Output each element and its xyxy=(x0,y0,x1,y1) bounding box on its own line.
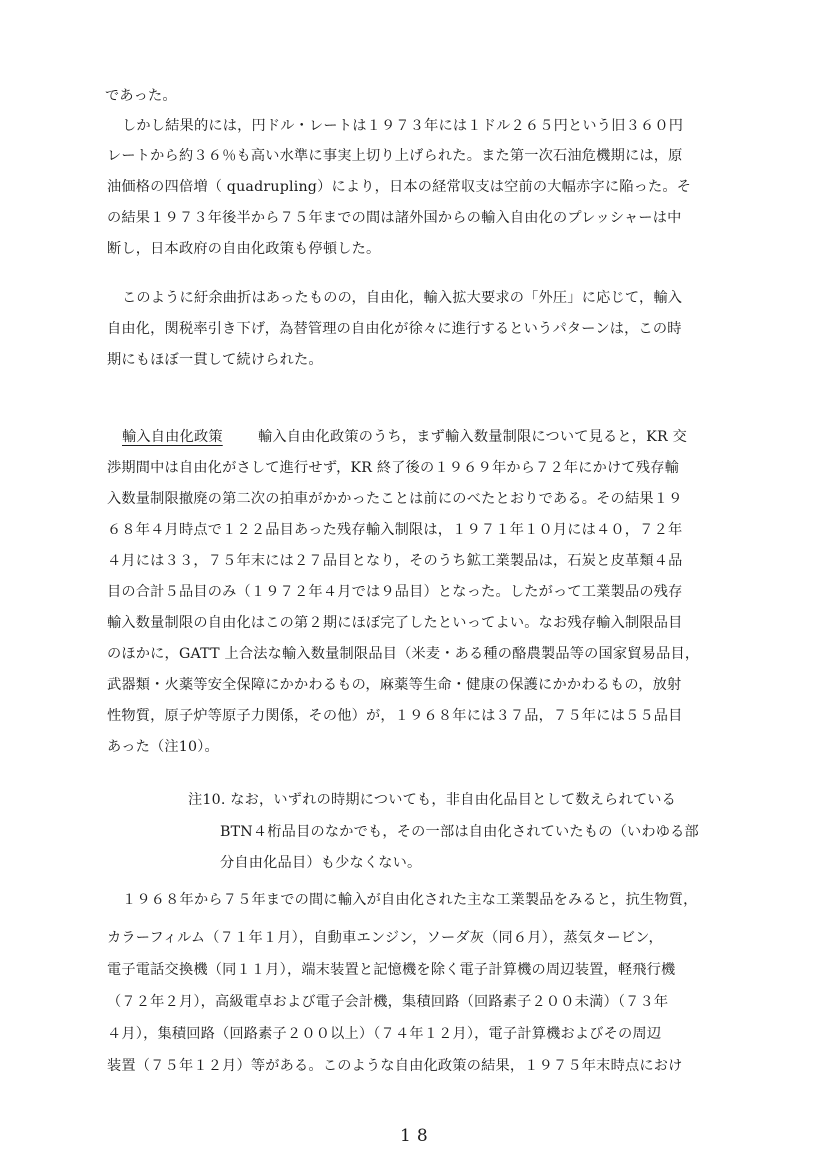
section-heading: 輸入自由化政策 xyxy=(122,429,223,445)
text-line: 自由化，関税率引き下げ，為替管理の自由化が徐々に進行するというパターンは，この時 xyxy=(107,321,682,337)
text-line: 油価格の四倍増（ quadrupling）により，日本の経常収支は空前の大幅赤字に陥った。そ xyxy=(107,179,692,195)
page-number: 18 xyxy=(400,1126,434,1146)
text-line: のほかに，GATT 上合法な輸入数量制限品目（米麦・ある種の酪農製品等の国家貿易品目， xyxy=(107,646,700,662)
text-line: 電子電話交換機（同１１月），端末装置と記憶機を除く電子計算機の周辺装置，軽飛行機 xyxy=(107,962,676,978)
text-line: １９６８年から７５年までの間に輸入が自由化された主な工業製品をみると，抗生物質， xyxy=(122,892,698,908)
text-line: （７２年２月），高級電卓および電子会計機，集積回路（回路素子２００未満）（７３年 xyxy=(107,994,669,1010)
text-line: 輸入数量制限の自由化はこの第２期にほぼ完了したといってよい。なお残存輸入制限品目 xyxy=(107,615,683,631)
text-line: カラーフィルム（７１年１月），自動車エンジン，ソーダ灰（同６月），蒸気タービン， xyxy=(107,930,663,946)
text-line: 期にもほぼ一貫して続けられた。 xyxy=(107,352,323,368)
text-line: 性物質，原子炉等原子力関係，その他）が，１９６８年には３７品，７５年には５５品目 xyxy=(107,708,683,724)
text-line: ４月には３３，７５年末には２７品目となり，そのうち鉱工業製品は，石炭と皮革類４品 xyxy=(107,553,683,569)
footnote-line: BTN４桁品目のなかでも，その一部は自由化されていたもの（いわゆる部 xyxy=(220,824,699,840)
text-line: 渉期間中は自由化がさして進行せず，KR 終了後の１９６９年から７２年にかけて残存輸 xyxy=(107,460,679,476)
footnote-line: 注10. なお，いずれの時期についても，非自由化品目として数えられている xyxy=(188,792,676,808)
text-line: あった（注10）。 xyxy=(107,739,219,755)
text-line: 装置（７５年１２月）等がある。このような自由化政策の結果，１９７５年末時点におけ xyxy=(107,1058,683,1074)
text-line: ６８年４月時点で１２２品目あった残存輸入制限は，１９７１年１０月には４０，７２年 xyxy=(107,522,683,538)
text-line: 目の合計５品目のみ（１９７２年４月では９品目）となった。したがって工業製品の残存 xyxy=(107,584,683,600)
footnote-line: 分自由化品目）も少なくない。 xyxy=(220,855,422,871)
text-line: ４月），集積回路（回路素子２００以上）（７４年１２月），電子計算機およびその周辺 xyxy=(107,1026,662,1042)
text-line: であった。 xyxy=(105,88,177,104)
text-line: レートから約３６％も高い水準に事実上切り上げられた。また第一次石油危機期には，原 xyxy=(107,148,683,164)
text-line: しかし結果的には，円ドル・レートは１９７３年には１ドル２６５円という旧３６０円 xyxy=(122,118,684,134)
text-line: 輸入自由化政策のうち，まず輸入数量制限について見ると，KR 交 xyxy=(258,429,687,445)
text-line: このように紆余曲折はあったものの，自由化，輸入拡大要求の「外圧」に応じて，輸入 xyxy=(122,290,683,306)
text-line: 断し，日本政府の自由化政策も停頓した。 xyxy=(107,241,381,257)
text-line: 入数量制限撤廃の第二次の拍車がかかったことは前にのべたとおりである。その結果１９ xyxy=(107,491,683,507)
text-line: の結果１９７３年後半から７５年までの間は諸外国からの輸入自由化のプレッシャーは中 xyxy=(107,210,682,226)
text-line: 武器類・火薬等安全保障にかかわるもの，麻薬等生命・健康の保護にかかわるもの，放射 xyxy=(107,677,682,693)
